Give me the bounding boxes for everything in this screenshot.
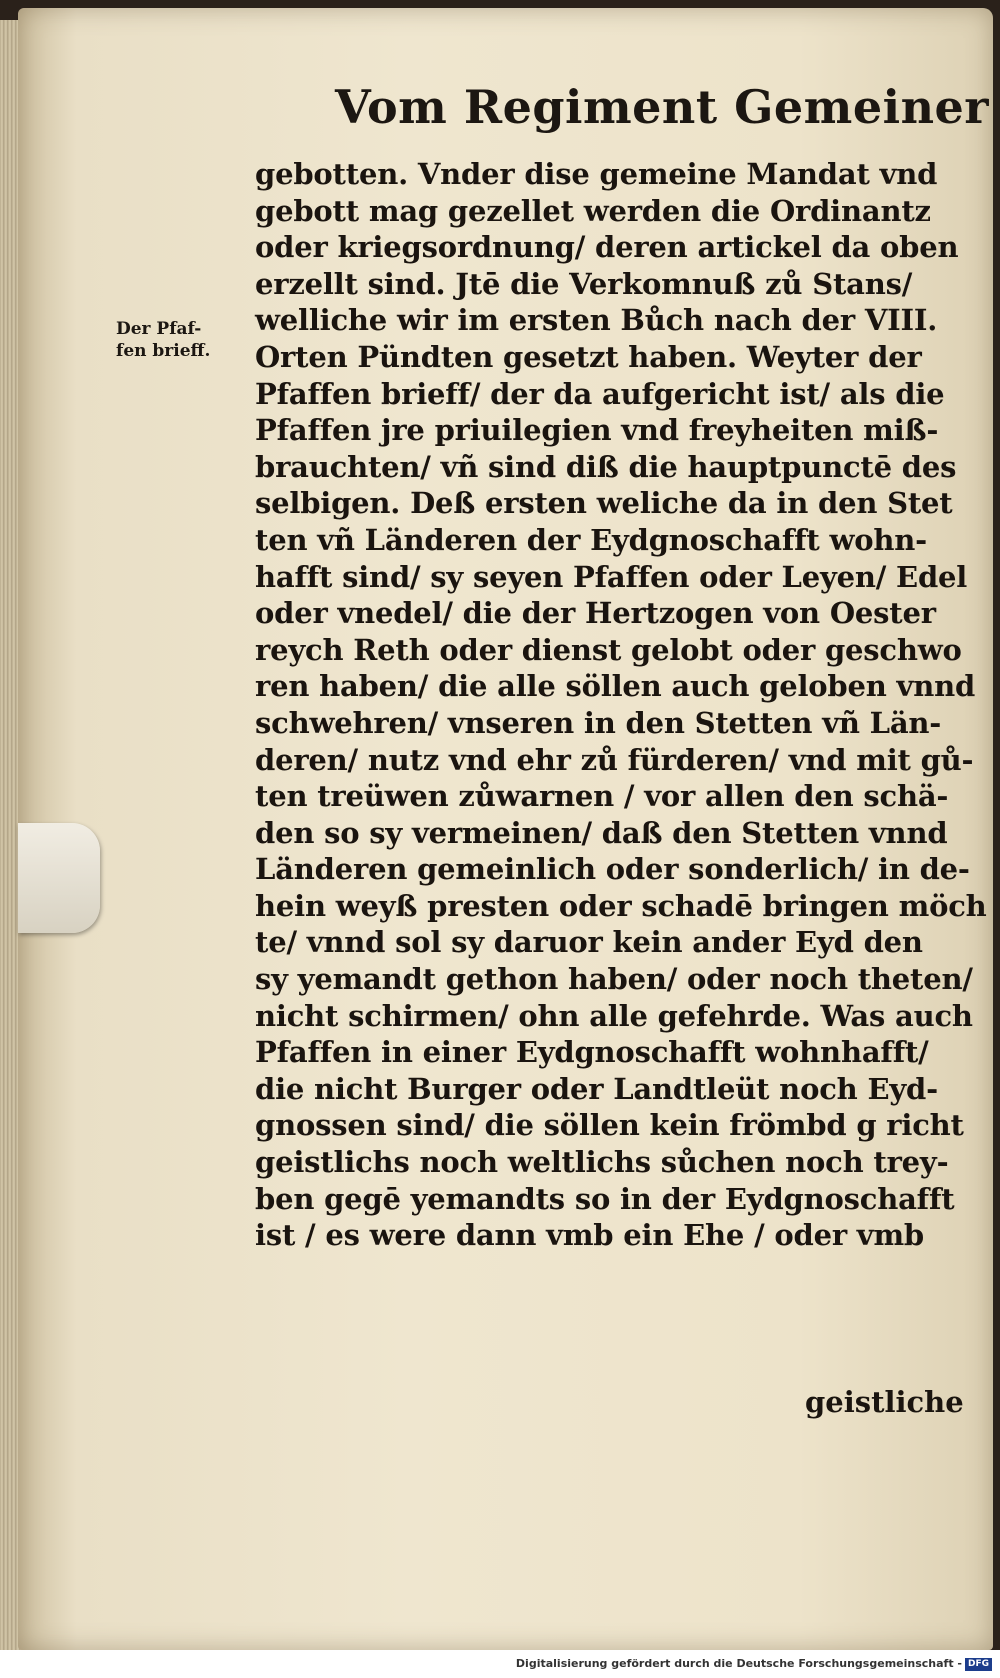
text-line: die nicht Burger oder Landtleüt noch Eyd- <box>255 1071 938 1106</box>
text-line: Pfaffen in einer Eydgnoschafft wohnhafft/ <box>255 1035 929 1070</box>
text-line: te/ vnnd sol sy daruor kein ander Eyd den <box>255 925 923 960</box>
text-line: Orten Pündten gesetzt haben. Weyter der <box>255 339 922 374</box>
text-line: nicht schirmen/ ohn alle gefehrde. Was auch <box>255 998 973 1033</box>
text-line: ten vñ Länderen der Eydgnoschafft wohn- <box>255 522 928 557</box>
text-line: sy yemandt gethon haben/ oder noch theten/ <box>255 962 973 997</box>
digitization-credit <box>516 1657 992 1671</box>
text-line: welliche wir im ersten Bůch nach der VIII. <box>255 303 938 338</box>
text-line: oder kriegsordnung/ deren artickel da oben <box>255 230 959 265</box>
text-line: Länderen gemeinlich oder sonderlich/ in de- <box>255 852 970 887</box>
text-line: ren haben/ die alle söllen auch geloben vnnd <box>255 669 976 704</box>
text-line: deren/ nutz vnd ehr zů fürderen/ vnd mit gů- <box>255 742 974 777</box>
text-line: gnossen sind/ die söllen kein frömbd g richt <box>255 1108 964 1143</box>
text-line: schwehren/ vnseren in den Stetten vñ Län- <box>255 705 942 740</box>
text-line: gebott mag gezellet werden die Ordinantz <box>255 193 931 228</box>
text-line: ist / es were dann vmb ein Ehe / oder vmb <box>255 1218 925 1253</box>
text-line: Pfaffen brieff/ der da aufgericht ist/ als die <box>255 376 945 411</box>
text-line: erzellt sind. Jtē die Verkomnuß zů Stans/ <box>255 266 913 301</box>
body-text <box>255 156 987 1254</box>
running-head: Vom Regiment Gemeiner <box>335 80 990 134</box>
credit-text: Digitalisierung gefördert durch die Deutsche Forschungsgemeinschaft - <box>515 1657 962 1670</box>
text-line: selbigen. Deß ersten weliche da in den Stet <box>255 486 953 521</box>
text-line: geistlichs noch weltlichs sůchen noch trey- <box>255 1145 949 1180</box>
marginal-note-line: fen brieff. <box>116 341 211 361</box>
dfg-logo-badge: DFG <box>965 1658 992 1671</box>
marginal-note-line: Der Pfaf- <box>116 319 202 339</box>
text-line: hein weyß presten oder schadē bringen möch <box>255 888 987 923</box>
text-line: reych Reth oder dienst gelobt oder geschwo <box>255 632 962 667</box>
text-line: hafft sind/ sy seyen Pfaffen oder Leyen/ Edel <box>255 559 968 594</box>
text-line: ten treüwen zůwarnen / vor allen den schä- <box>255 779 949 814</box>
text-line: Pfaffen jre priuilegien vnd freyheiten miß- <box>255 413 939 448</box>
text-line: ben gegē yemandts so in der Eydgnoschafft <box>255 1181 955 1216</box>
marginal-note <box>116 318 246 362</box>
catchword: geistliche <box>805 1385 964 1419</box>
text-line: gebotten. Vnder dise gemeine Mandat vnd <box>255 157 938 191</box>
text-line: brauchten/ vñ sind diß die hauptpunctē des <box>255 449 957 484</box>
page-clip <box>18 823 100 933</box>
text-line: oder vnedel/ die der Hertzogen von Oester <box>255 596 936 631</box>
text-line: den so sy vermeinen/ daß den Stetten vnnd <box>255 815 948 850</box>
